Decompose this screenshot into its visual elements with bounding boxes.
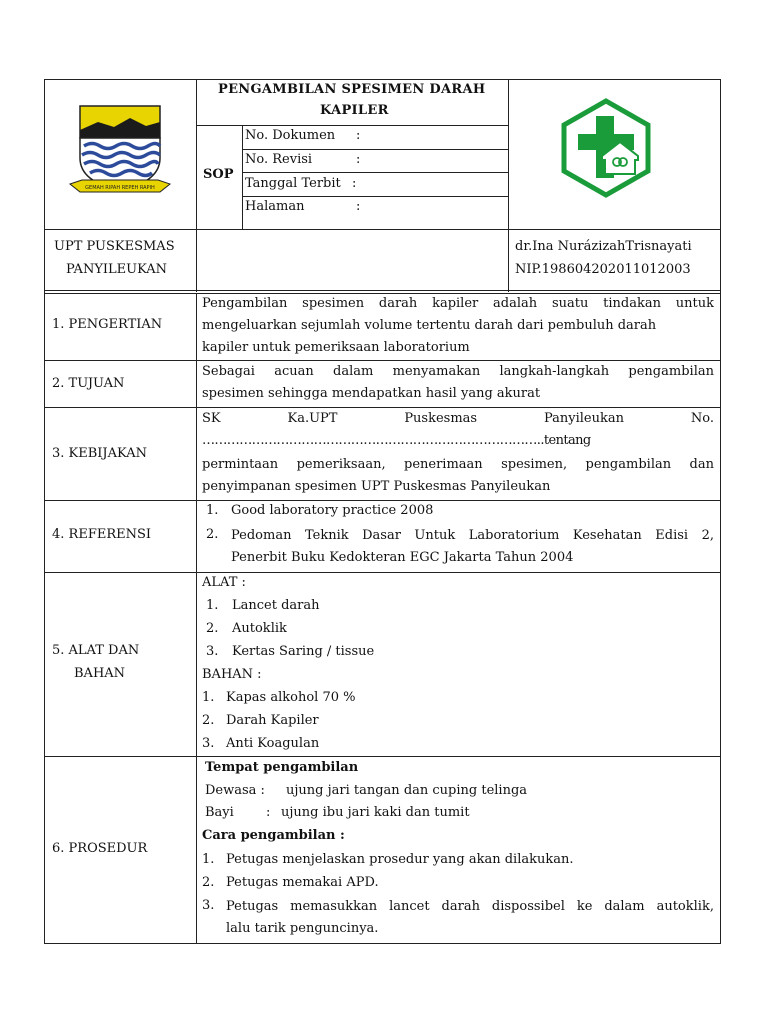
word: pengambilan [628, 364, 714, 379]
kebijakan-line1 [202, 411, 714, 426]
step-3-cont: lalu tarik penguncinya. [226, 921, 379, 936]
word: permintaan [202, 457, 279, 472]
field-no-revisi-sep: : [356, 152, 361, 167]
word: Kesehatan [572, 528, 642, 543]
bahan-item-1-num: 1. [202, 690, 215, 705]
word: penerimaan [404, 457, 483, 472]
word: SK [202, 411, 221, 426]
field-no-dokumen-sep: : [356, 128, 361, 143]
word: langkah-langkah [499, 364, 610, 379]
pengertian-line3: kapiler untuk pemeriksaan laboratorium [202, 340, 470, 355]
puskesmas-logo [556, 98, 656, 198]
word: Dasar [362, 528, 401, 543]
sop-label: SOP [203, 167, 234, 182]
sop-title-line1: PENGAMBILAN SPESIMEN DARAH [218, 82, 486, 97]
section-label-kebijakan: 3. KEBIJAKAN [52, 446, 147, 461]
field-no-revisi-label: No. Revisi [245, 152, 313, 167]
kebijakan-line4: penyimpanan spesimen UPT Puskesmas Panyileukan [202, 479, 551, 494]
alat-item-1-num: 1. [206, 598, 219, 613]
bahan-heading: BAHAN : [202, 667, 262, 682]
word: No. [690, 411, 714, 426]
section-label-pengertian: 1. PENGERTIAN [52, 317, 163, 332]
head-name: dr.Ina NurázizahTrisnayati [515, 239, 692, 254]
pengertian-line2: mengeluarkan sejumlah volume tertentu darah dari pembuluh darah [202, 318, 657, 333]
word: tindakan [603, 296, 661, 311]
word: Pedoman [231, 528, 292, 543]
step-2-num: 2. [202, 875, 215, 890]
pengertian-line1 [202, 296, 714, 311]
word: Pengambilan [202, 296, 288, 311]
unit-name-line2: PANYILEUKAN [66, 262, 168, 277]
sop-title-line2: KAPILER [320, 103, 389, 118]
word: pengambilan [585, 457, 672, 472]
field-halaman-sep: : [356, 199, 361, 214]
bahan-item-2-text: Darah Kapiler [226, 713, 319, 728]
bayi-sep: : [266, 805, 271, 820]
referensi-item-2-text [231, 528, 714, 543]
word: dispossibel [491, 899, 565, 914]
word: adalah [493, 296, 538, 311]
word: lancet [389, 899, 430, 914]
word: acuan [274, 364, 314, 379]
referensi-item-2-num: 2. [206, 527, 219, 542]
referensi-item-1-text: Good laboratory practice 2008 [231, 503, 434, 518]
kebijakan-line2: ………………………………………………………………………..tentang [202, 433, 591, 448]
word: ke [576, 899, 593, 914]
section-label-alat-bahan-1: 5. ALAT DAN [52, 643, 140, 658]
step-1-text: Petugas menjelaskan prosedur yang akan dilakukan. [226, 852, 574, 867]
section-label-prosedur: 6. PROSEDUR [52, 841, 148, 856]
step-2-text: Petugas memakai APD. [226, 875, 379, 890]
dewasa-text: ujung jari tangan dan cuping telinga [286, 783, 528, 798]
word: Puskesmas [404, 411, 478, 426]
word: darah [378, 296, 418, 311]
alat-heading: ALAT : [202, 575, 246, 590]
word: memasukkan [290, 899, 378, 914]
section-label-alat-bahan-2: BAHAN [74, 666, 126, 681]
tujuan-line1 [202, 364, 714, 379]
tempat-heading: Tempat pengambilan [205, 760, 359, 775]
section-label-referensi: 4. REFERENSI [52, 527, 152, 542]
section-label-tujuan: 2. TUJUAN [52, 376, 125, 391]
word: dan [689, 457, 714, 472]
tujuan-line2: spesimen sehingga mendapatkan hasil yang akurat [202, 386, 541, 401]
svg-text:GEMAH RIPAH REPEH RAPIH: GEMAH RIPAH REPEH RAPIH [85, 185, 155, 191]
referensi-item-1-num: 1. [206, 503, 219, 518]
alat-item-3-text: Kertas Saring / tissue [232, 644, 375, 659]
word: Edisi [655, 528, 689, 543]
word: Teknik [304, 528, 349, 543]
word: darah [441, 899, 480, 914]
field-tanggal-terbit-sep: : [352, 176, 357, 191]
alat-item-1-text: Lancet darah [232, 598, 320, 613]
field-tanggal-terbit-label: Tanggal Terbit [245, 176, 341, 191]
dewasa-label: Dewasa : [205, 783, 265, 798]
word: dalam [604, 899, 645, 914]
word: spesimen [302, 296, 365, 311]
field-no-dokumen-label: No. Dokumen [245, 128, 336, 143]
field-halaman-label: Halaman [245, 199, 305, 214]
word: suatu [551, 296, 589, 311]
unit-name-line1: UPT PUSKESMAS [54, 239, 175, 254]
word: kapiler [432, 296, 479, 311]
bahan-item-2-num: 2. [202, 713, 215, 728]
word: Untuk [414, 528, 456, 543]
referensi-item-2-cont: Penerbit Buku Kedokteran EGC Jakarta Tahun 2004 [231, 550, 574, 565]
word: Petugas [226, 899, 279, 914]
word: spesimen, [501, 457, 568, 472]
head-nip: NIP.198604202011012003 [515, 262, 691, 277]
word: Ka.UPT [287, 411, 338, 426]
word: menyamakan [392, 364, 481, 379]
word: autoklik, [656, 899, 714, 914]
step-1-num: 1. [202, 852, 215, 867]
alat-item-3-num: 3. [206, 644, 219, 659]
word: Panyileukan [543, 411, 624, 426]
kebijakan-line3 [202, 457, 714, 472]
bahan-item-1-text: Kapas alkohol 70 % [226, 690, 356, 705]
alat-item-2-num: 2. [206, 621, 219, 636]
word: Laboratorium [468, 528, 560, 543]
word: Sebagai [202, 364, 255, 379]
step-3-text [226, 899, 714, 914]
city-crest-logo [68, 100, 172, 200]
cara-heading: Cara pengambilan : [202, 828, 345, 843]
alat-item-2-text: Autoklik [232, 621, 287, 636]
word: untuk [675, 296, 714, 311]
bayi-text: ujung ibu jari kaki dan tumit [281, 805, 470, 820]
step-3-num: 3. [202, 898, 215, 913]
word: 2, [701, 528, 714, 543]
bahan-item-3-num: 3. [202, 736, 215, 751]
word: dalam [333, 364, 374, 379]
word: pemeriksaan, [296, 457, 386, 472]
bahan-item-3-text: Anti Koagulan [226, 736, 320, 751]
bayi-label: Bayi [205, 805, 234, 820]
